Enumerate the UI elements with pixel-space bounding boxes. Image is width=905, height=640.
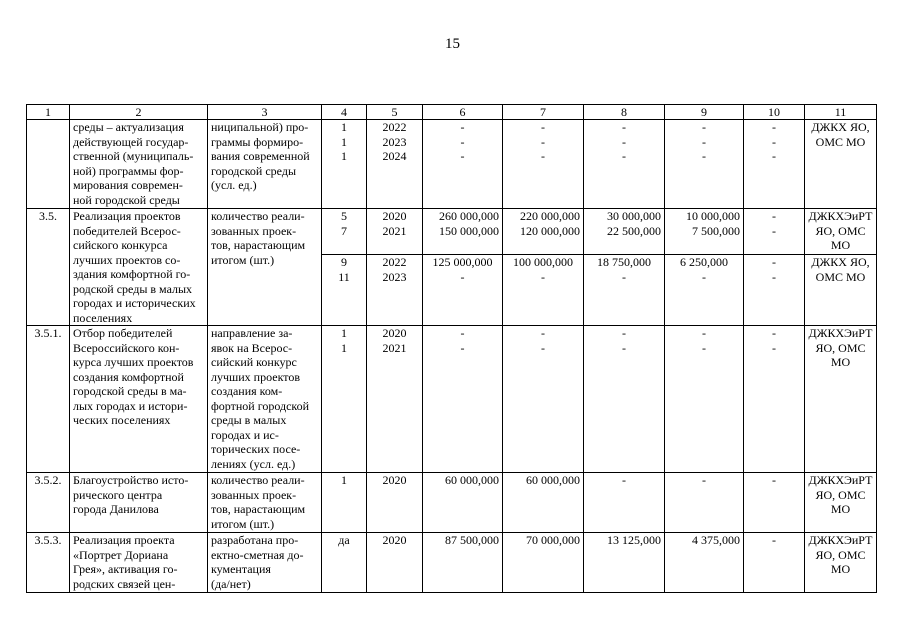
amount-col7: 220 000,000 120 000,000 <box>503 209 584 255</box>
page-number: 15 <box>445 36 460 52</box>
year: 2020 2021 <box>367 209 423 255</box>
activity-name: Реализация проектов победителей Всерос- сийского конкурса лучших проектов со- здания комфортной го- родской среды в малых городах и исторических поселениях <box>70 209 208 326</box>
amount-col9: 4 375,000 <box>665 533 744 593</box>
amount-col7: 70 000,000 <box>503 533 584 593</box>
indicator: количество реали- зованных проек- тов, нарастающим итогом (шт.) <box>208 209 322 326</box>
amount-col8: 13 125,000 <box>584 533 665 593</box>
total-amount: 125 000,000 - <box>423 255 503 326</box>
row-id <box>27 120 70 209</box>
row-id: 3.5.3. <box>27 533 70 593</box>
amount-col10: - - - <box>744 120 805 209</box>
executor: ДЖКХ ЯО, ОМС МО <box>805 120 877 209</box>
activity-name: Отбор победителей Всероссийского кон- курса лучших проектов создания комфортной городской среды в ма- лых городах и истори- ческих поселениях <box>70 326 208 473</box>
table-row <box>27 120 877 209</box>
col-header-9: 9 <box>665 105 744 120</box>
executor: ДЖКХ ЯО, ОМС МО <box>805 255 877 326</box>
indicator-value: 9 11 <box>322 255 367 326</box>
indicator: ниципальной) про- граммы формиро- вания современной городской среды (усл. ед.) <box>208 120 322 209</box>
amount-col10: - <box>744 533 805 593</box>
executor: ДЖКХЭиРТ ЯО, ОМС МО <box>805 326 877 473</box>
amount-col10: - <box>744 473 805 533</box>
table-row <box>27 473 877 533</box>
amount-col9: 10 000,000 7 500,000 <box>665 209 744 255</box>
col-header-7: 7 <box>503 105 584 120</box>
amount-col8: 18 750,000 - <box>584 255 665 326</box>
table-row <box>27 533 877 593</box>
year: 2020 <box>367 473 423 533</box>
activity-name: Благоустройство исто- рического центра города Данилова <box>70 473 208 533</box>
table-row <box>27 326 877 473</box>
col-header-11: 11 <box>805 105 877 120</box>
amount-col8: - - <box>584 326 665 473</box>
row-id: 3.5.1. <box>27 326 70 473</box>
executor: ДЖКХЭиРТ ЯО, ОМС МО <box>805 473 877 533</box>
col-header-2: 2 <box>70 105 208 120</box>
col-header-1: 1 <box>27 105 70 120</box>
indicator-value: 1 1 <box>322 326 367 473</box>
executor: ДЖКХЭиРТ ЯО, ОМС МО <box>805 533 877 593</box>
total-amount: - - - <box>423 120 503 209</box>
activity-name: Реализация проекта «Портрет Дориана Грея», активация го- родских связей цен- <box>70 533 208 593</box>
col-header-10: 10 <box>744 105 805 120</box>
header-row <box>27 105 877 120</box>
year: 2022 2023 2024 <box>367 120 423 209</box>
total-amount: - - <box>423 326 503 473</box>
total-amount: 260 000,000 150 000,000 <box>423 209 503 255</box>
amount-col9: 6 250,000 - <box>665 255 744 326</box>
year: 2022 2023 <box>367 255 423 326</box>
amount-col10: - - <box>744 326 805 473</box>
amount-col9: - - <box>665 326 744 473</box>
indicator: количество реали- зованных проек- тов, нарастающим итогом (шт.) <box>208 473 322 533</box>
amount-col10: - - <box>744 209 805 255</box>
amount-col7: - - - <box>503 120 584 209</box>
table-row <box>27 209 877 255</box>
total-amount: 60 000,000 <box>423 473 503 533</box>
activity-name: среды – актуализация действующей государ- ственной (муниципаль- ной) программы фор- мирования современ- ной городской среды <box>70 120 208 209</box>
indicator-value: да <box>322 533 367 593</box>
col-header-5: 5 <box>367 105 423 120</box>
indicator-value: 5 7 <box>322 209 367 255</box>
indicator: направление за- явок на Всерос- сийский конкурс лучших проектов создания ком- фортной городской среды в малых городах и ис- торических посе- лениях (усл. ед.) <box>208 326 322 473</box>
indicator-value: 1 <box>322 473 367 533</box>
col-header-3: 3 <box>208 105 322 120</box>
col-header-8: 8 <box>584 105 665 120</box>
year: 2020 2021 <box>367 326 423 473</box>
year: 2020 <box>367 533 423 593</box>
col-header-6: 6 <box>423 105 503 120</box>
amount-col8: - <box>584 473 665 533</box>
total-amount: 87 500,000 <box>423 533 503 593</box>
amount-col7: - - <box>503 326 584 473</box>
row-id: 3.5.2. <box>27 473 70 533</box>
amount-col8: - - - <box>584 120 665 209</box>
amount-col8: 30 000,000 22 500,000 <box>584 209 665 255</box>
amount-col7: 100 000,000 - <box>503 255 584 326</box>
indicator: разработана про- ектно-сметная до- кументация (да/нет) <box>208 533 322 593</box>
row-id: 3.5. <box>27 209 70 326</box>
col-header-4: 4 <box>322 105 367 120</box>
amount-col10: - - <box>744 255 805 326</box>
indicator-value: 1 1 1 <box>322 120 367 209</box>
amount-col7: 60 000,000 <box>503 473 584 533</box>
executor: ДЖКХЭиРТ ЯО, ОМС МО <box>805 209 877 255</box>
amount-col9: - - - <box>665 120 744 209</box>
amount-col9: - <box>665 473 744 533</box>
program-table <box>26 104 877 593</box>
